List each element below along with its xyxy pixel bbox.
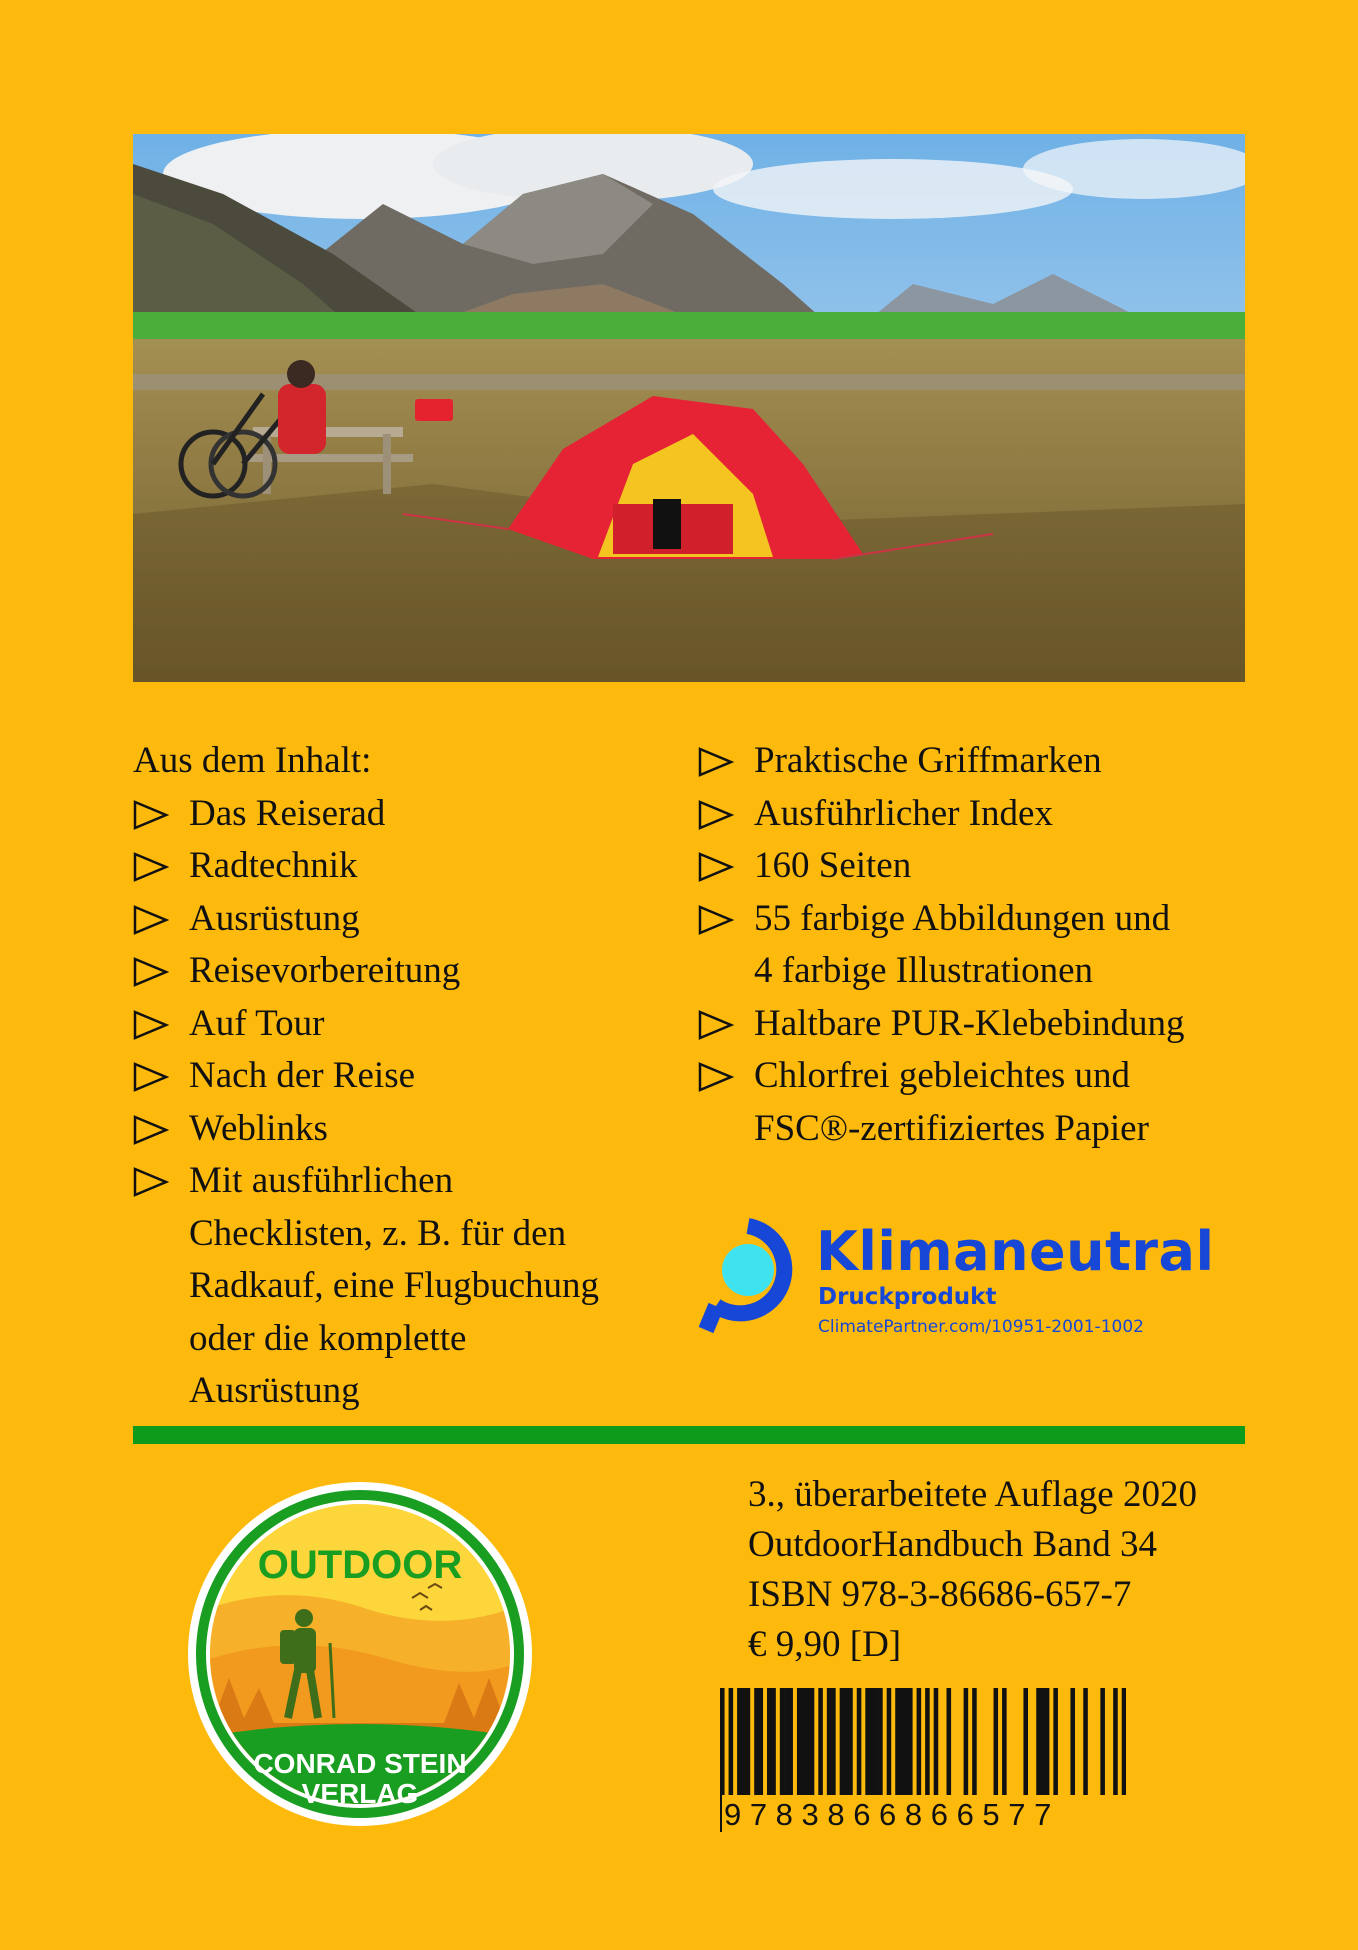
triangle-bullet-icon bbox=[133, 1167, 169, 1197]
triangle-bullet-icon bbox=[133, 1010, 169, 1040]
list-item-checklists bbox=[133, 1155, 673, 1418]
list-item-label: Auf Tour bbox=[189, 1002, 325, 1044]
list-item bbox=[698, 840, 1258, 893]
list-item bbox=[133, 840, 673, 893]
badge-bottom-line1: CONRAD STEIN bbox=[253, 1748, 467, 1779]
list-item-label: Ausrüstung bbox=[189, 897, 360, 939]
list-item-label: Praktische Griffmarken bbox=[754, 740, 1102, 781]
triangle-bullet-icon bbox=[133, 852, 169, 882]
list-item-line: oder die komplette bbox=[189, 1317, 467, 1359]
climate-partner-icon bbox=[696, 1218, 800, 1336]
list-item-line: FSC®-zertifiziertes Papier bbox=[754, 1107, 1149, 1149]
triangle-bullet-icon bbox=[133, 1115, 169, 1145]
list-item-label: Weblinks bbox=[189, 1107, 328, 1149]
list-item-line: Radkauf, eine Flugbuchung bbox=[189, 1265, 599, 1306]
list-item-label: 160 Seiten bbox=[754, 845, 912, 886]
camping-photo bbox=[133, 134, 1245, 682]
triangle-bullet-icon bbox=[698, 800, 734, 830]
klimaneutral-url: ClimatePartner.com/10951-2001-1002 bbox=[818, 1317, 1144, 1337]
series-text: OutdoorHandbuch Band 34 bbox=[748, 1524, 1157, 1565]
list-item-line: Checklisten, z. B. für den bbox=[189, 1212, 567, 1254]
isbn-text: ISBN 978-3-86686-657-7 bbox=[748, 1574, 1132, 1615]
list-item-line: Ausrüstung bbox=[189, 1370, 360, 1411]
triangle-bullet-icon bbox=[133, 957, 169, 987]
list-item-paper bbox=[698, 1050, 1258, 1155]
list-item-line: Mit ausführlichen bbox=[189, 1160, 454, 1201]
contents-list-left bbox=[133, 735, 673, 1418]
list-item bbox=[698, 735, 1258, 788]
klimaneutral-title: Klimaneutral bbox=[816, 1220, 1215, 1283]
list-item-label: Das Reiserad bbox=[189, 792, 386, 834]
list-item bbox=[133, 1050, 673, 1103]
outdoor-publisher-logo bbox=[184, 1478, 536, 1830]
contents-list-right bbox=[698, 735, 1258, 1155]
contents-heading: Aus dem Inhalt: bbox=[133, 740, 372, 781]
list-item-line: 55 farbige Abbildungen und bbox=[754, 897, 1171, 939]
triangle-bullet-icon bbox=[698, 905, 734, 935]
triangle-bullet-icon bbox=[133, 800, 169, 830]
list-item-label: Radtechnik bbox=[189, 845, 358, 886]
list-item bbox=[133, 1103, 673, 1156]
triangle-bullet-icon bbox=[133, 905, 169, 935]
badge-bottom-line2: VERLAG bbox=[301, 1778, 419, 1809]
list-item bbox=[133, 945, 673, 998]
list-item bbox=[698, 788, 1258, 841]
barcode-digits: 9783866866577 bbox=[722, 1795, 1126, 1835]
klimaneutral-subtitle: Druckprodukt bbox=[818, 1284, 997, 1310]
list-item-label: Haltbare PUR-Klebebindung bbox=[754, 1002, 1185, 1044]
list-item bbox=[133, 998, 673, 1051]
badge-top-text: OUTDOOR bbox=[257, 1543, 463, 1587]
publication-info bbox=[748, 1470, 1268, 1670]
list-item-binding bbox=[698, 998, 1258, 1051]
triangle-bullet-icon bbox=[698, 852, 734, 882]
triangle-bullet-icon bbox=[133, 1062, 169, 1092]
triangle-bullet-icon bbox=[698, 1062, 734, 1092]
price-text: € 9,90 [D] bbox=[748, 1624, 902, 1665]
triangle-bullet-icon bbox=[698, 1010, 734, 1040]
list-item-label: Reisevorbereitung bbox=[189, 950, 461, 991]
triangle-bullet-icon bbox=[698, 747, 734, 777]
list-item bbox=[133, 893, 673, 946]
list-item-line: Chlorfrei gebleichtes und bbox=[754, 1055, 1131, 1096]
list-item-line: 4 farbige Illustrationen bbox=[754, 950, 1094, 991]
list-item-label: Ausführlicher Index bbox=[754, 792, 1053, 834]
list-item-illustrations bbox=[698, 893, 1258, 998]
divider bbox=[133, 1426, 1245, 1444]
list-item-label: Nach der Reise bbox=[189, 1055, 416, 1096]
list-item bbox=[133, 788, 673, 841]
edition-text: 3., überarbeitete Auflage 2020 bbox=[748, 1474, 1197, 1515]
